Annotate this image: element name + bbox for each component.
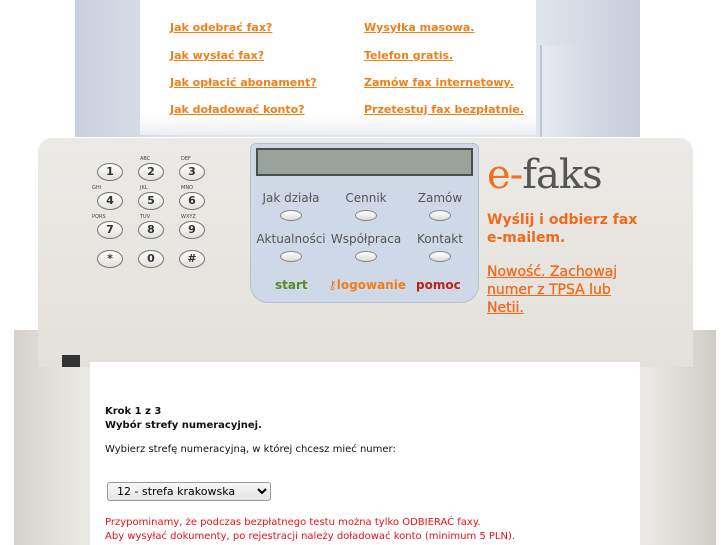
step-label: Krok 1 z 3 <box>105 406 162 417</box>
key-7[interactable]: 7 <box>97 221 123 239</box>
key-letters: PQRS <box>92 214 106 220</box>
logo-prefix: e- <box>487 152 523 198</box>
key-letters: TUV <box>140 214 151 220</box>
key-3[interactable]: 3 <box>179 163 205 181</box>
notice-receive-only: Przypominamy, że podczas bezpłatnego testu można tylko ODBIERAĆ faxy. <box>105 517 481 528</box>
link-topup-account[interactable]: Jak doładować konto? <box>170 103 305 116</box>
key-letters: ABC <box>140 156 151 162</box>
link-send-fax[interactable]: Jak wysłać fax? <box>170 49 265 62</box>
panel-btn-order[interactable]: Zamów <box>417 191 463 205</box>
zone-select[interactable] <box>107 482 271 501</box>
panel-btn-cooperation[interactable]: Współpraca <box>330 232 402 246</box>
panel-btn-how-it-works[interactable]: Jak działa <box>262 191 320 205</box>
key-2[interactable]: 2 <box>138 163 164 181</box>
promo-link[interactable]: Nowość. Zachowaj numer z TPSA lub Netii. <box>487 264 618 316</box>
key-8[interactable]: 8 <box>138 221 164 239</box>
lcd-display <box>256 148 473 176</box>
key-letters: JKL <box>140 185 148 191</box>
key-letters: DEF <box>181 156 191 162</box>
panel-oval-button[interactable] <box>280 210 302 221</box>
link-free-phone[interactable]: Telefon gratis. <box>364 49 454 62</box>
top-paper-menu <box>140 0 536 135</box>
key-star[interactable]: * <box>97 250 123 268</box>
link-order-fax[interactable]: Zamów fax internetowy. <box>364 76 514 89</box>
key-4[interactable]: 4 <box>97 192 123 210</box>
tab-help[interactable]: pomoc <box>416 278 461 292</box>
logo <box>487 152 602 198</box>
key-hash[interactable]: # <box>179 250 205 268</box>
link-receive-fax[interactable]: Jak odebrać fax? <box>170 21 273 34</box>
tab-start[interactable]: start <box>275 278 308 292</box>
notice-topup: Aby wysyłać dokumenty, po rejestracji należy doładować konto (minimum 5 PLN). <box>105 531 516 542</box>
panel-oval-button[interactable] <box>429 251 451 262</box>
form-title: Wybór strefy numeracyjnej. <box>105 420 262 431</box>
tagline: Wyślij i odbierz fax e-mailem. <box>487 212 638 246</box>
paper-slot <box>62 355 80 367</box>
tab-login[interactable] <box>328 278 406 292</box>
form-instruction: Wybierz strefę numeracyjną, w której chcesz mieć numer: <box>105 444 396 455</box>
key-icon: ⚷ <box>328 278 337 292</box>
key-0[interactable]: 0 <box>138 250 164 268</box>
link-free-trial[interactable]: Przetestuj fax bezpłatnie. <box>364 103 525 116</box>
panel-oval-button[interactable] <box>280 251 302 262</box>
panel-oval-button[interactable] <box>355 210 377 221</box>
key-letters: MNO <box>181 185 193 191</box>
panel-oval-button[interactable] <box>429 210 451 221</box>
key-1[interactable]: 1 <box>97 163 123 181</box>
key-letters: GHI <box>92 185 102 191</box>
panel-btn-contact[interactable]: Kontakt <box>417 232 463 246</box>
key-9[interactable]: 9 <box>179 221 205 239</box>
key-6[interactable]: 6 <box>179 192 205 210</box>
panel-btn-news[interactable]: Aktualności <box>256 232 326 246</box>
tab-login-label: logowanie <box>336 278 406 292</box>
key-5[interactable]: 5 <box>138 192 164 210</box>
panel-oval-button[interactable] <box>355 251 377 262</box>
link-pay-subscription[interactable]: Jak opłacić abonament? <box>170 76 317 89</box>
logo-name: faks <box>522 152 602 198</box>
link-mass-sending[interactable]: Wysyłka masowa. <box>364 21 475 34</box>
key-letters: WXYZ <box>181 214 196 220</box>
panel-btn-pricing[interactable]: Cennik <box>345 191 387 205</box>
